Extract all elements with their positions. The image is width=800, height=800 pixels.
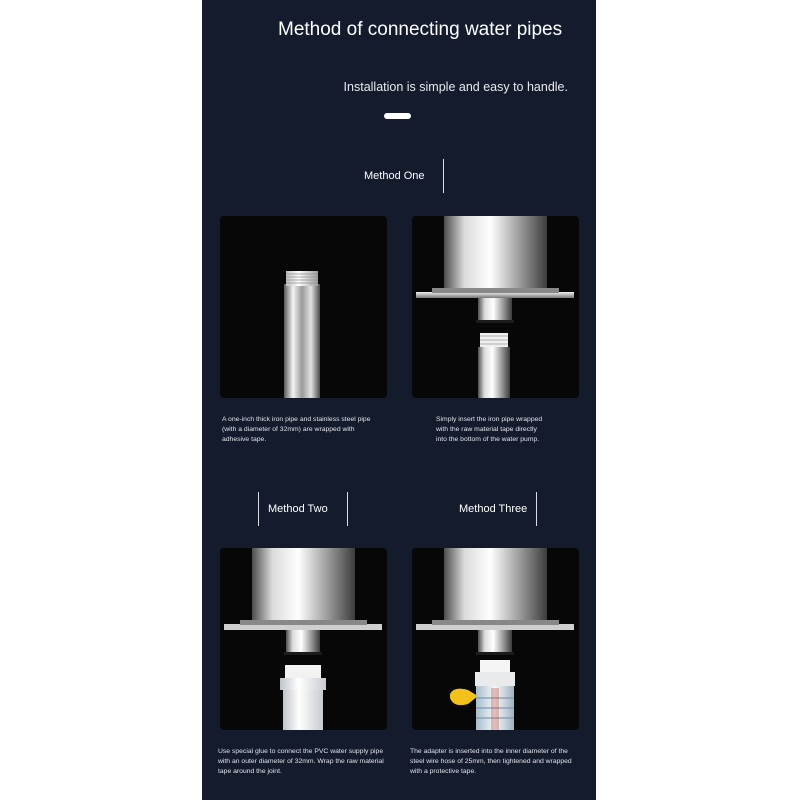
page-subtitle: Installation is simple and easy to handle. [343,80,568,94]
method-three-label [459,502,527,516]
method-one-label [364,169,425,183]
method-three-text: Method Three [459,503,528,515]
method-two-text: Method Two [268,503,328,515]
caption-method-one-b: Simply insert the iron pipe wrapped with the raw material tape directly into the bottom of the water pump. [436,416,543,443]
method-three-divider [536,492,537,526]
caption-method-one-a: A one-inch thick iron pipe and stainless steel pipe (with a diameter of 32mm) are wrapped with adhesive tape. [222,416,371,443]
page-title: Method of connecting water pipes [278,19,563,40]
photo-pvc-connection [220,548,387,730]
method-one-text: Method One [364,170,425,182]
caption-method-two: Use special glue to connect the PVC water supply pipe with an outer diameter of 32mm. Wrap the raw material tape around the joint. [218,748,384,775]
method-two-label [268,502,328,516]
infographic-panel [202,0,596,800]
method-one-divider [443,159,444,193]
method-two-divider-right [347,492,348,526]
photo-iron-pipe [220,216,387,398]
caption-method-three: The adapter is inserted into the inner diameter of the steel wire hose of 25mm, then tightened and wrapped with a protective tape. [410,748,572,775]
method-two-divider-left [258,492,259,526]
divider-pill [384,113,411,119]
photo-adapter-hose [412,548,579,730]
photo-pump-bottom-insert [412,216,579,398]
